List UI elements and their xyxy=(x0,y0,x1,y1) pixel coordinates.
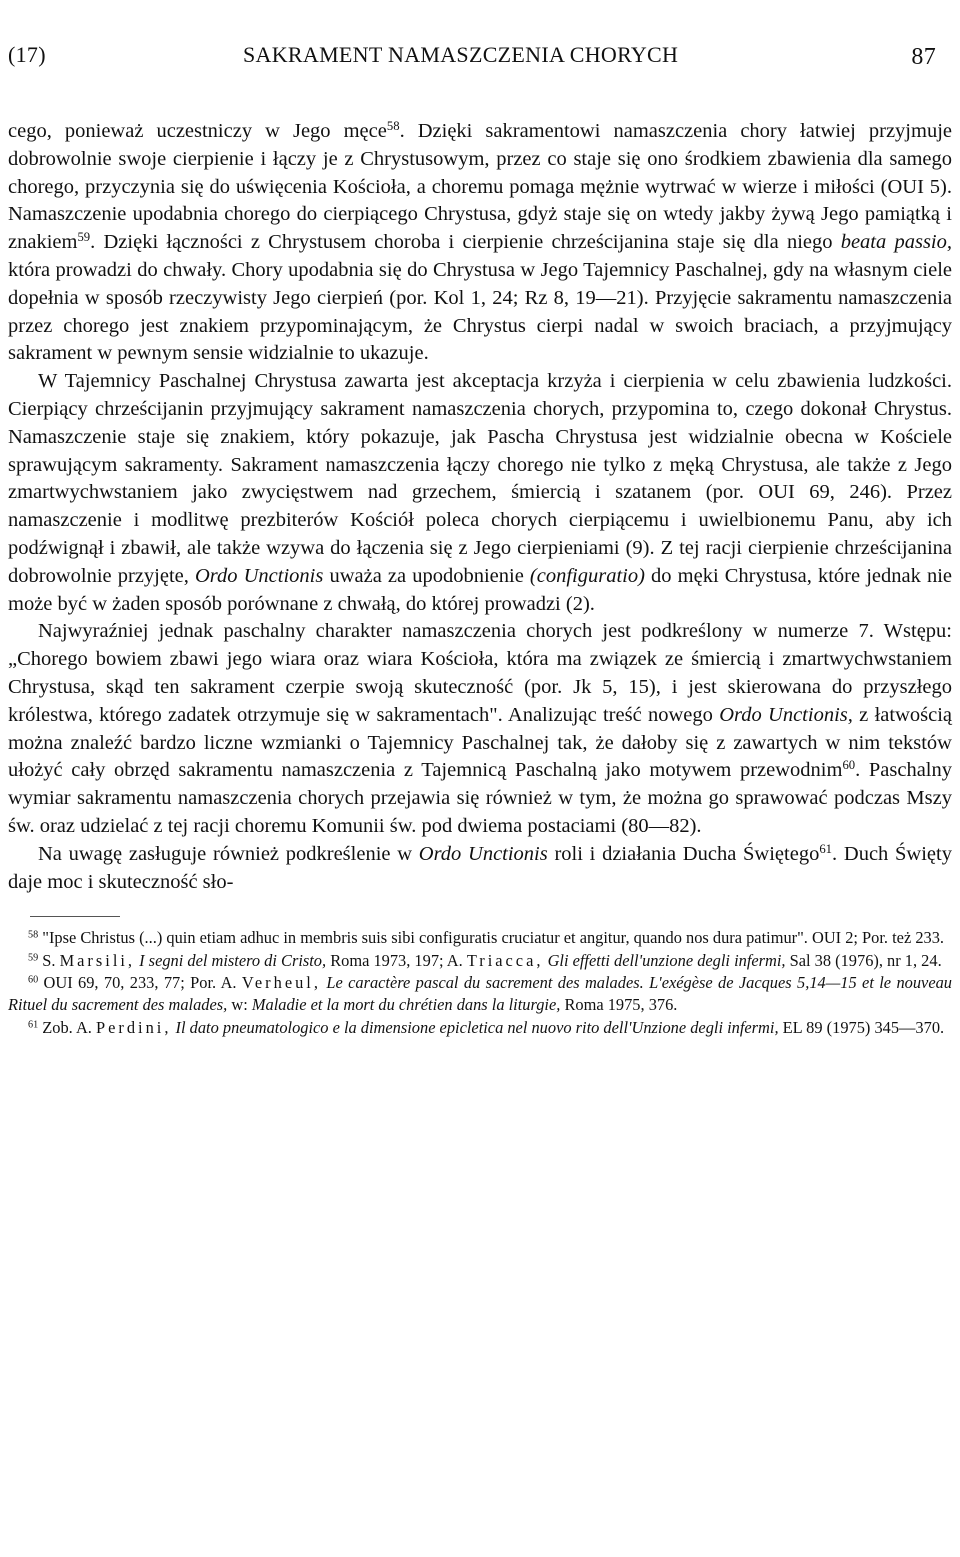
footnote-61 xyxy=(8,1017,952,1039)
footnote-number: 61 xyxy=(28,1018,39,1030)
footnote-number: 60 xyxy=(28,974,39,986)
footnote-ref-58: 58 xyxy=(386,119,400,134)
text-run: . Duch Święty daje moc i skuteczność sło- xyxy=(8,842,952,893)
footnote-number: 58 xyxy=(28,929,39,941)
text-run: do męki Chrystusa, które jednak nie może być w żaden sposób porównane z chwałą, do której prowadzi (2). xyxy=(8,564,953,615)
paragraph-2 xyxy=(8,368,952,618)
italic-term: (configuratio) xyxy=(529,564,645,587)
italic-term: Ordo Unctionis xyxy=(194,564,324,587)
italic-title: Il dato pneumatologico e la dimensione epicletica nel nuovo rito dell'Unzione degli infermi, xyxy=(171,1017,779,1037)
paragraph-1 xyxy=(8,118,952,368)
running-header xyxy=(8,42,952,82)
italic-title: Maladie et la mort du chrétien dans la liturgie, xyxy=(251,995,561,1015)
paragraph-4 xyxy=(8,841,952,897)
italic-term: beata passio, xyxy=(840,231,952,254)
text-run: uważa za upodobnienie xyxy=(323,564,530,587)
text-run: roli i działania Ducha Świętego xyxy=(547,842,820,865)
footnote-text: EL 89 (1975) 345—370. xyxy=(778,1017,945,1037)
text-run: która prowadzi do chwały. Chory upodabnia się do Chrystusa w Jego Tajemnicy Paschalnej, gdy na własnym ciele dopełnia w sposób rzeczywisty Jego cierpień (por. Kol 1, 24; Rz 8, 19—21). Przyjęcie sakramentu namaszczenia przez chorego jest znakiem przypominającym, że Chrystus cierpi nadal w swoich braciach, a przyjmujący sakrament w pewnym sensie widzialnie to ukazuje. xyxy=(8,258,952,365)
footnote-text: Zob. A. xyxy=(38,1017,96,1037)
footnote-text: w: xyxy=(227,995,252,1015)
author-name: Verheul, xyxy=(241,972,321,992)
footnote-ref-60: 60 xyxy=(842,758,856,773)
footnote-59 xyxy=(8,950,952,972)
footnote-text: Roma 1973, 197; A. xyxy=(326,950,467,970)
footnotes xyxy=(8,927,952,1038)
footnote-60 xyxy=(8,972,952,1017)
body-text xyxy=(8,118,952,896)
text-run: . Dzięki łączności z Chrystusem choroba i cierpienie chrześcijanina staje się dla niego xyxy=(90,231,841,254)
italic-title: Le caractère pascal du sacrement des malades. L'exégèse de Jacques 5,14—15 et le nouveau Rituel du sacrement des malades, xyxy=(8,972,952,1015)
footnote-ref-59: 59 xyxy=(77,230,91,245)
footnote-text: Roma 1975, 376. xyxy=(560,995,678,1015)
text-run: z łatwością można znaleźć bardzo liczne wzmianki o Tajemnicy Paschalnej tak, że dałoby się z zawartych w nim tekstów ułożyć cały obrzęd sakramentu namaszczenia z Tajemnicą Paschalną jako motywem przewodnim xyxy=(8,703,952,782)
italic-term: Ordo Unctionis xyxy=(418,842,548,865)
text-run: . Paschalny wymiar sakramentu namaszczenia chorych przejawia się również w tym, że można go sprawować podczas Mszy św. oraz udzielać z tej racji choremu Komunii św. pod dwiema postaciami (80—82). xyxy=(8,759,953,837)
text-run: Na uwagę zasługuje również podkreślenie w xyxy=(38,842,419,865)
footnote-58 xyxy=(8,927,952,949)
footnote-text: Sal 38 (1976), nr 1, 24. xyxy=(785,950,942,970)
text-run: . Dzięki sakramentowi namaszczenia chory łatwiej przyjmuje dobrowolnie swoje cierpienie i łączy je z Chrystusowym, przez co staje się ono środkiem zbawienia dla samego chorego, przyczynia się do uświęcenia Kościoła, a choremu pomaga mężnie wytrwać w wierze i miłości (OUI 5). Namaszczenie upodabnia chorego do cierpiącego Chrystusa, gdyż staje się on wtedy jakby żywą Jego pamiątką i znakiem xyxy=(8,120,952,254)
footnote-text: OUI 69, 70, 233, 77; Por. A. xyxy=(38,972,242,992)
text-run: cego, ponieważ uczestniczy w Jego męce xyxy=(8,120,387,142)
italic-title: Gli effetti dell'unzione degli infermi, xyxy=(543,950,786,970)
text-run: Najwyraźniej jednak paschalny charakter namaszczenia chorych jest podkreślony w numerze 7. Wstępu: „Chorego bowiem zbawi jego wiara oraz wiara Kościoła, która ma związek ze śmiercią i zmartwychwstaniem Chrystusa, skąd ten sakrament czerpie swoją skuteczność (por. Jk 5, 15), i jest skierowana do przyszłego królestwa, którego zadatek otrzymuje się w sakramentach". Analizując treść nowego xyxy=(8,620,952,726)
page-number: 87 xyxy=(911,44,936,70)
italic-title: I segni del mistero di Cristo, xyxy=(135,950,327,970)
text-run: W Tajemnicy Paschalnej Chrystusa zawarta jest akceptacja krzyża i cierpienia w celu zbawienia ludzkości. Cierpiący chrześcijanin przyjmujący sakrament namaszczenia chorych, przypomina to, czego dokonał Chrystus. Namaszczenie staje się znakiem, który pokazuje, jak Pascha Chrystusa jest widzialnie obecna w Kościele sprawującym sakramenty. Sakrament namaszczenia łączy chorego nie tylko z męką Chrystusa, ale także z Jego zmartwychwstaniem jako zwycięstwem nad grzechem, śmiercią i szatanem (por. OUI 69, 246). Przez namaszczenie i modlitwę prezbiterów Kościół poleca chorych cierpiącemu i uwielbionemu Panu, aby ich podźwignął i zbawił, ale także wzywa do łączenia się z Jego cierpieniami (9). Z tej racji cierpienie chrześcijanina dobrowolnie przyjęte, xyxy=(8,370,952,587)
footnote-text: S. xyxy=(38,950,60,970)
author-name: Perdini, xyxy=(95,1017,172,1037)
author-name: Triacca, xyxy=(466,950,544,970)
paragraph-3 xyxy=(8,618,952,840)
italic-term: Ordo Unctionis, xyxy=(719,703,853,726)
footnote-ref-61: 61 xyxy=(819,841,833,856)
running-title: SAKRAMENT NAMASZCZENIA CHORYCH xyxy=(243,42,679,67)
footnote-separator xyxy=(30,916,120,917)
section-number: (17) xyxy=(8,42,46,67)
author-name: Marsili, xyxy=(59,950,136,970)
footnote-number: 59 xyxy=(28,952,39,964)
footnote-text: "Ipse Christus (...) quin etiam adhuc in membris suis sibi configuratis cruciatur et angitur, quando nos dura patimur". OUI 2; Por. też 233. xyxy=(38,928,945,948)
